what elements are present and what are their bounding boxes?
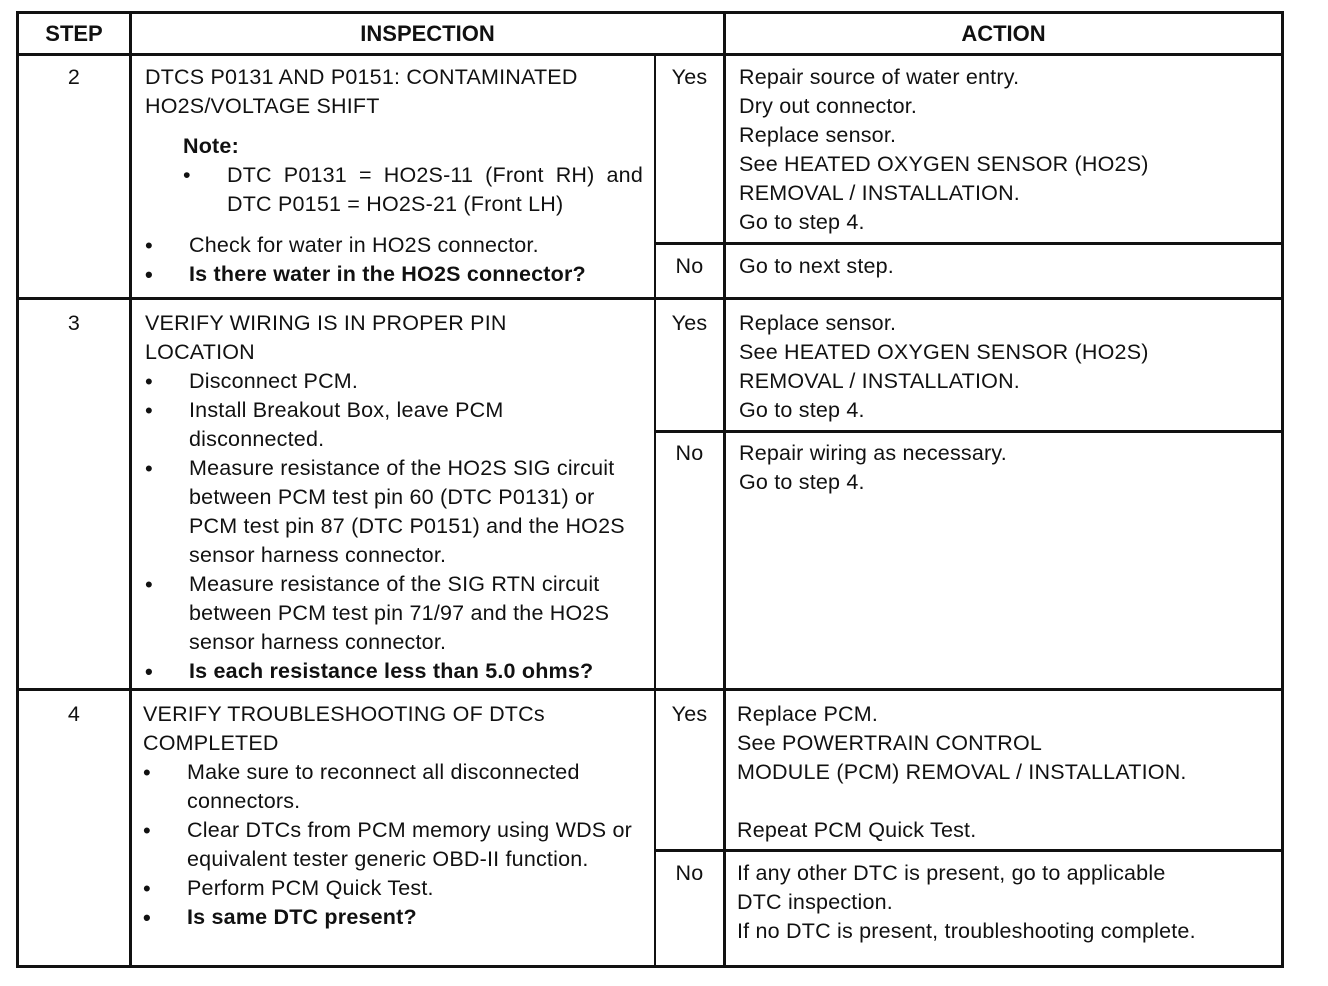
step-number: 4 (67, 702, 81, 726)
action-line: See POWERTRAIN CONTROL (737, 731, 1043, 755)
action-line: Go to step 4. (739, 210, 865, 234)
action-line: Replace sensor. (739, 123, 897, 147)
note-block (145, 132, 643, 219)
action-line: If any other DTC is present, go to applicable (737, 861, 1166, 885)
inspection-bullet: • Clear DTCs from PCM memory using WDS or equivalent tester generic OBD-II function. (143, 816, 641, 874)
inspection-bullet: • Disconnect PCM. (145, 367, 643, 396)
inspection-title: VERIFY TROUBLESHOOTING OF DTCs COMPLETED (143, 702, 545, 755)
no-action (739, 252, 1269, 281)
action-line: Go to step 4. (739, 398, 865, 422)
inspection-cell (145, 63, 643, 289)
action-line: Replace sensor. (739, 311, 897, 335)
header-action: ACTION (961, 21, 1046, 46)
action-line: Repair wiring as necessary. (739, 441, 1007, 465)
yes-action (739, 309, 1269, 425)
header-step: STEP (45, 21, 103, 46)
inspection-bullet: • Perform PCM Quick Test. (143, 874, 641, 903)
action-line: Repair source of water entry. (739, 65, 1020, 89)
no-label: No (675, 861, 704, 885)
step-number: 2 (67, 65, 81, 89)
action-line: See HEATED OXYGEN SENSOR (HO2S) (739, 152, 1149, 176)
no-action (737, 859, 1277, 946)
inspection-title: VERIFY WIRING IS IN PROPER PIN LOCATION (145, 311, 507, 364)
action-line: REMOVAL / INSTALLATION. (739, 369, 1020, 393)
header-inspection: INSPECTION (360, 21, 495, 46)
action-line: Replace PCM. (737, 702, 879, 726)
inspection-bullet: • Make sure to reconnect all disconnected connectors. (143, 758, 641, 816)
action-line: Go to step 4. (739, 470, 865, 494)
action-line (737, 787, 1272, 816)
inspection-question: • Is each resistance less than 5.0 ohms? (145, 657, 643, 686)
action-line: Repeat PCM Quick Test. (737, 818, 977, 842)
inspection-bullet: • Install Breakout Box, leave PCM disconnected. (145, 396, 559, 454)
step-number: 3 (67, 311, 81, 335)
action-line: Dry out connector. (739, 94, 918, 118)
action-line: REMOVAL / INSTALLATION. (739, 181, 1020, 205)
yes-action (739, 63, 1269, 237)
action-line: DTC inspection. (737, 890, 893, 914)
yes-action (737, 700, 1272, 845)
inspection-bullet: • Check for water in HO2S connector. (145, 231, 643, 260)
inspection-bullet: • Measure resistance of the SIG RTN circuit between PCM test pin 71/97 and the HO2S sensor harness connector. (145, 570, 643, 657)
yes-label: Yes (671, 311, 708, 335)
yes-label: Yes (671, 65, 708, 89)
note-item: • DTC P0131 = HO2S-11 (Front RH) and DTC P0151 = HO2S-21 (Front LH) (183, 161, 643, 219)
action-line: See HEATED OXYGEN SENSOR (HO2S) (739, 340, 1149, 364)
inspection-question: • Is there water in the HO2S connector? (145, 260, 643, 289)
action-line: If no DTC is present, troubleshooting complete. (737, 919, 1196, 943)
yes-label: Yes (671, 702, 708, 726)
inspection-cell (145, 309, 643, 686)
no-label: No (675, 254, 704, 278)
action-line: MODULE (PCM) REMOVAL / INSTALLATION. (737, 760, 1187, 784)
inspection-title: DTCS P0131 AND P0151: CONTAMINATED HO2S/VOLTAGE SHIFT (145, 65, 578, 118)
no-label: No (675, 441, 704, 465)
no-action (739, 439, 1269, 497)
inspection-question: • Is same DTC present? (143, 903, 641, 932)
inspection-cell (143, 700, 641, 932)
action-line: Go to next step. (739, 254, 894, 278)
inspection-bullet: • Measure resistance of the HO2S SIG circuit between PCM test pin 60 (DTC P0131) or PCM test pin 87 (DTC P0151) and the HO2S sensor harness connector. (145, 454, 643, 570)
note-title: Note: (183, 134, 239, 158)
